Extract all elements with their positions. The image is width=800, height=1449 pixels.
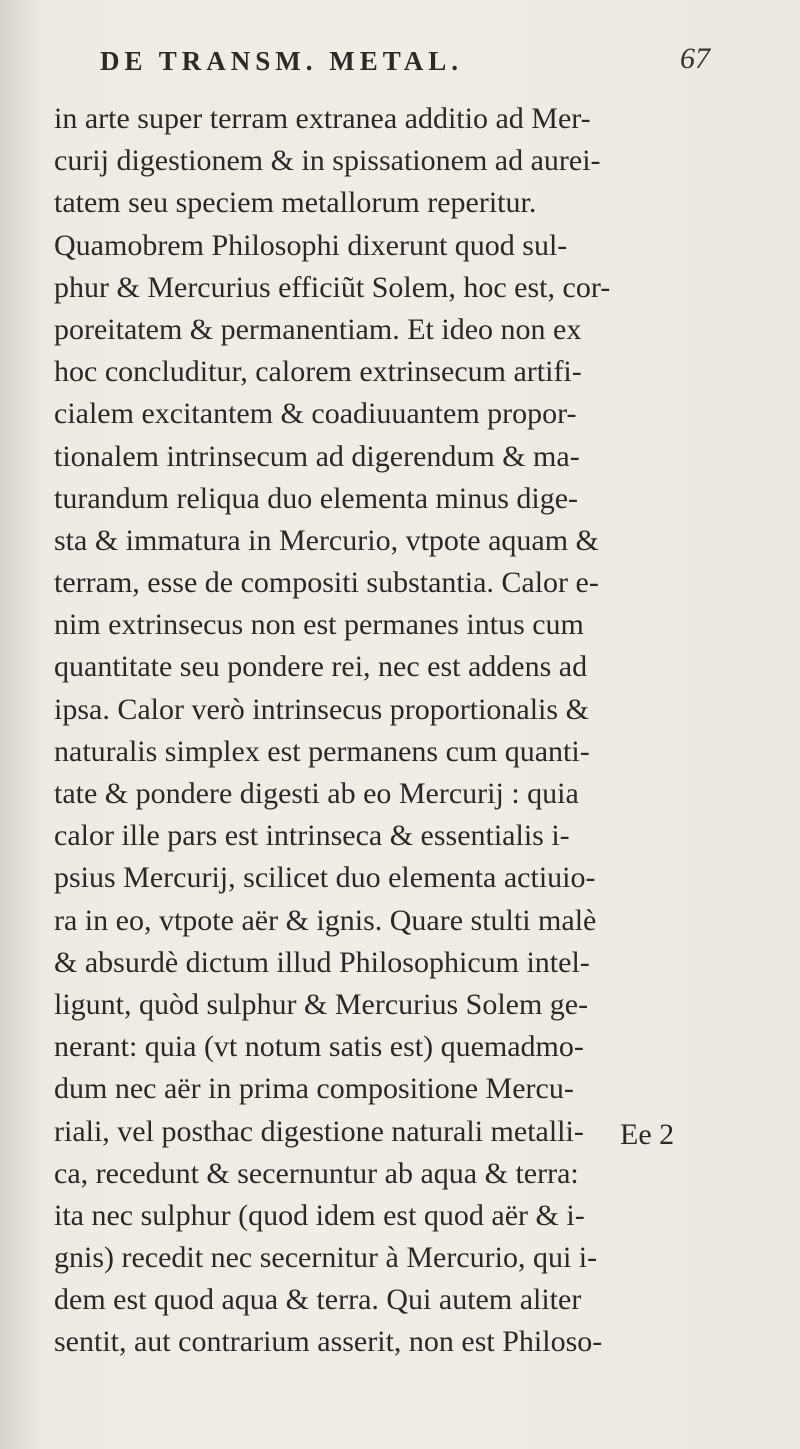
text-line: naturalis simplex est permanens cum quanti- <box>54 734 590 768</box>
text-line: ca, recedunt & secernuntur ab aqua & terra: <box>54 1156 579 1190</box>
text-line: tatem seu speciem metallorum reperitur. <box>54 186 537 220</box>
running-title: DE TRANSM. METAL. <box>100 46 464 76</box>
text-line: turandum reliqua duo elementa minus dige- <box>54 481 579 515</box>
page-header <box>100 38 710 88</box>
text-line: nim extrinsecus non est permanes intus cum <box>54 608 584 642</box>
text-line: ipsa. Calor verò intrinsecus proportionalis & <box>54 692 589 726</box>
text-line: nerant: quia (vt notum satis est) quemadmo- <box>54 1030 584 1064</box>
text-line: gnis) recedit nec secernitur à Mercurio, qui i- <box>54 1241 598 1275</box>
text-line: ra in eo, vtpote aër & ignis. Quare stulti malè <box>54 903 597 937</box>
body-text <box>54 98 774 1364</box>
text-line: in arte super terram extranea additio ad Mer- <box>54 102 591 135</box>
text-line: phur & Mercurius efficiũt Solem, hoc est, cor- <box>54 270 611 304</box>
text-line: dem est quod aqua & terra. Qui autem aliter <box>54 1283 582 1317</box>
text-line: hoc concluditur, calorem extrinsecum artifi- <box>54 355 582 389</box>
text-line: poreitatem & permanentiam. Et ideo non ex <box>54 312 582 346</box>
page-gutter <box>0 0 40 1449</box>
text-line: curij digestionem & in spissationem ad aurei- <box>54 144 601 178</box>
text-line: tionalem intrinsecum ad digerendum & ma- <box>54 439 580 473</box>
text-line: sentit, aut contrarium asserit, non est Philoso- <box>54 1325 603 1359</box>
text-line: terram, esse de compositi substantia. Calor e- <box>54 566 599 600</box>
text-line: tate & pondere digesti ab eo Mercurij : quia <box>54 777 579 810</box>
text-line: Quamobrem Philosophi dixerunt quod sul- <box>54 228 568 262</box>
page-number: 67 <box>680 42 710 75</box>
text-line: quantitate seu pondere rei, nec est addens ad <box>54 650 588 684</box>
text-line: & absurdè dictum illud Philosophicum intel- <box>54 945 590 979</box>
text-line: calor ille pars est intrinseca & essentialis i- <box>54 819 570 853</box>
text-line: riali, vel posthac digestione naturali metalli- <box>54 1114 584 1148</box>
text-line: psius Mercurij, scilicet duo elementa actiuio- <box>54 861 596 895</box>
text-line: cialem excitantem & coadiuuantem propor- <box>54 397 577 431</box>
text-line: ligunt, quòd sulphur & Mercurius Solem ge- <box>54 987 589 1021</box>
text-line: sta & immatura in Mercurio, vtpote aquam & <box>54 523 599 557</box>
catchword-signature: Ee 2 <box>620 1118 675 1151</box>
text-line: ita nec sulphur (quod idem est quod aër & i- <box>54 1198 585 1232</box>
text-line: dum nec aër in prima compositione Mercu- <box>54 1072 574 1106</box>
